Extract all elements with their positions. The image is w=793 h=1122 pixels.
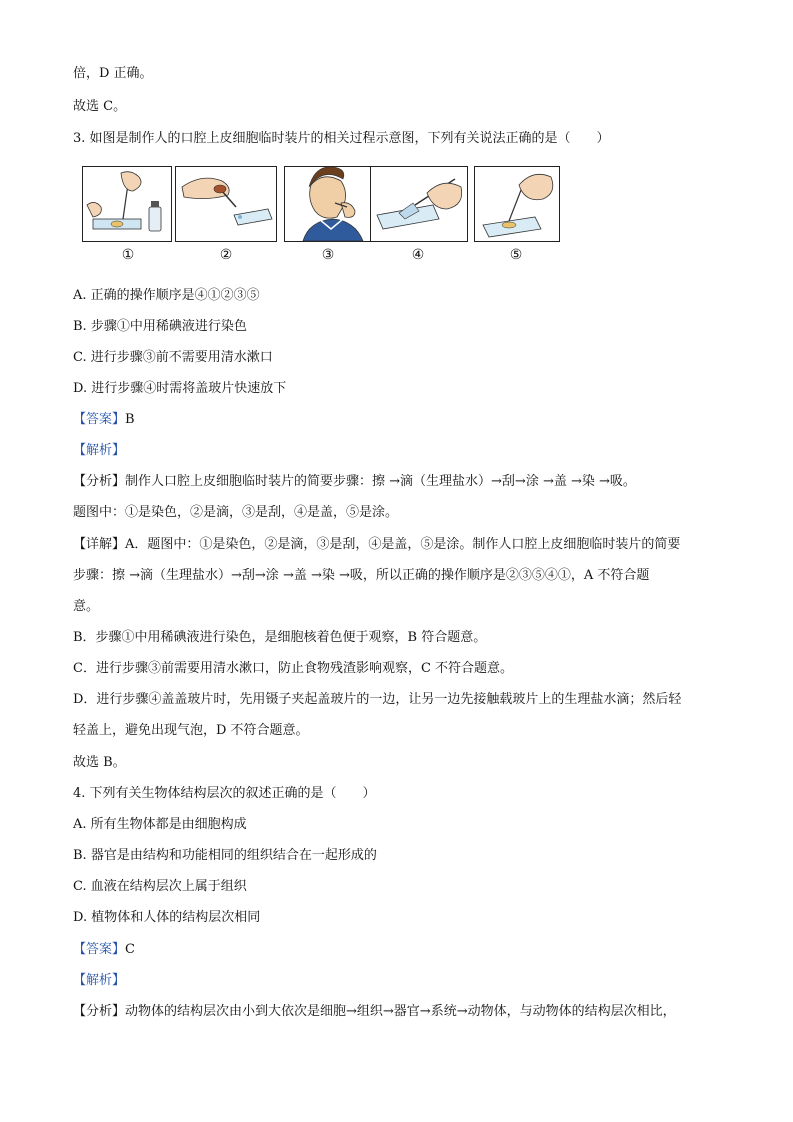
answer-line [73, 410, 135, 430]
text-line: B．步骤①中用稀碘液进行染色，是细胞核着色便于观察，B 符合题意。 [73, 630, 487, 645]
fenxi-text: 制作人口腔上皮细胞临时装片的简要步骤：擦 →滴（生理盐水）→刮→涂 →盖 →染 →吸。 [125, 474, 636, 489]
text-line: 题图中：①是染色，②是滴，③是刮，④是盖，⑤是涂。 [73, 505, 399, 520]
option-d: D. 进行步骤④时需将盖玻片快速放下 [73, 381, 287, 396]
figure-label: ④ [411, 247, 425, 263]
step-staining-image [82, 166, 172, 242]
fenxi-text: 动物体的结构层次由小到大依次是细胞→组织→器官→系统→动物体，与动物体的结构层次相比， [125, 1004, 676, 1019]
option-d: D. 植物体和人体的结构层次相同 [73, 910, 261, 925]
detail-line [73, 535, 680, 555]
text-line: 轻盖上，避免出现气泡，D 不符合题意。 [73, 723, 309, 738]
analysis-tag [73, 441, 125, 461]
option-a: A. 正确的操作顺序是④①②③⑤ [73, 288, 260, 303]
conclusion: 故选 B。 [73, 755, 126, 770]
step-cover-slip-image [370, 166, 468, 242]
option-b: B. 器官是由结构和功能相同的组织结合在一起形成的 [73, 848, 377, 863]
fenxi-tag: 【分析】 [73, 474, 126, 489]
figure-label: ③ [321, 247, 335, 263]
fenxi-tag: 【分析】 [73, 1004, 126, 1019]
text-line: 意。 [73, 599, 100, 614]
figure-label: ⑤ [509, 247, 523, 263]
option-b: B. 步骤①中用稀碘液进行染色 [73, 319, 247, 334]
text-line: C．进行步骤③前需要用清水漱口，防止食物残渣影响观察，C 不符合题意。 [73, 661, 514, 676]
fenxi-line [73, 1002, 676, 1022]
answer-tag: 【答案】 [73, 412, 126, 427]
answer-tag: 【答案】 [73, 942, 126, 957]
step-drop-saline-image [175, 166, 277, 242]
text-line: D．进行步骤④盖盖玻片时，先用镊子夹起盖玻片的一边，让另一边先接触载玻片上的生理盐水滴；然后轻 [73, 692, 682, 707]
fenxi-line [73, 472, 636, 492]
answer-value: B [125, 412, 135, 427]
text-line: 倍，D 正确。 [73, 66, 153, 81]
option-a: A. 所有生物体都是由细胞构成 [73, 817, 247, 832]
question-3-stem: 3. 如图是制作人的口腔上皮细胞临时装片的相关过程示意图，下列有关说法正确的是（ ） [73, 131, 610, 146]
text-line: 故选 C。 [73, 99, 127, 114]
answer-value: C [125, 942, 135, 957]
detail-tag: 【详解】 [73, 537, 126, 552]
analysis-tag-label: 【解析】 [73, 443, 126, 458]
figure-label: ② [219, 247, 233, 263]
text-line: 步骤：擦 →滴（生理盐水）→刮→涂 →盖 →染 →吸，所以正确的操作顺序是②③⑤④①，A 不符合题 [73, 568, 650, 583]
step-smear-image [474, 166, 560, 242]
analysis-tag [73, 971, 125, 991]
option-c: C. 血液在结构层次上属于组织 [73, 879, 247, 894]
answer-line [73, 940, 135, 960]
option-c: C. 进行步骤③前不需要用清水漱口 [73, 350, 273, 365]
procedure-figure [82, 166, 562, 266]
figure-label: ① [121, 247, 135, 263]
detail-text: A．题图中：①是染色，②是滴，③是刮，④是盖，⑤是涂。制作人口腔上皮细胞临时装片的简要 [125, 537, 681, 552]
analysis-tag-label: 【解析】 [73, 973, 126, 988]
question-4-stem: 4. 下列有关生物体结构层次的叙述正确的是（ ） [73, 786, 376, 801]
step-scrape-image [284, 166, 374, 242]
